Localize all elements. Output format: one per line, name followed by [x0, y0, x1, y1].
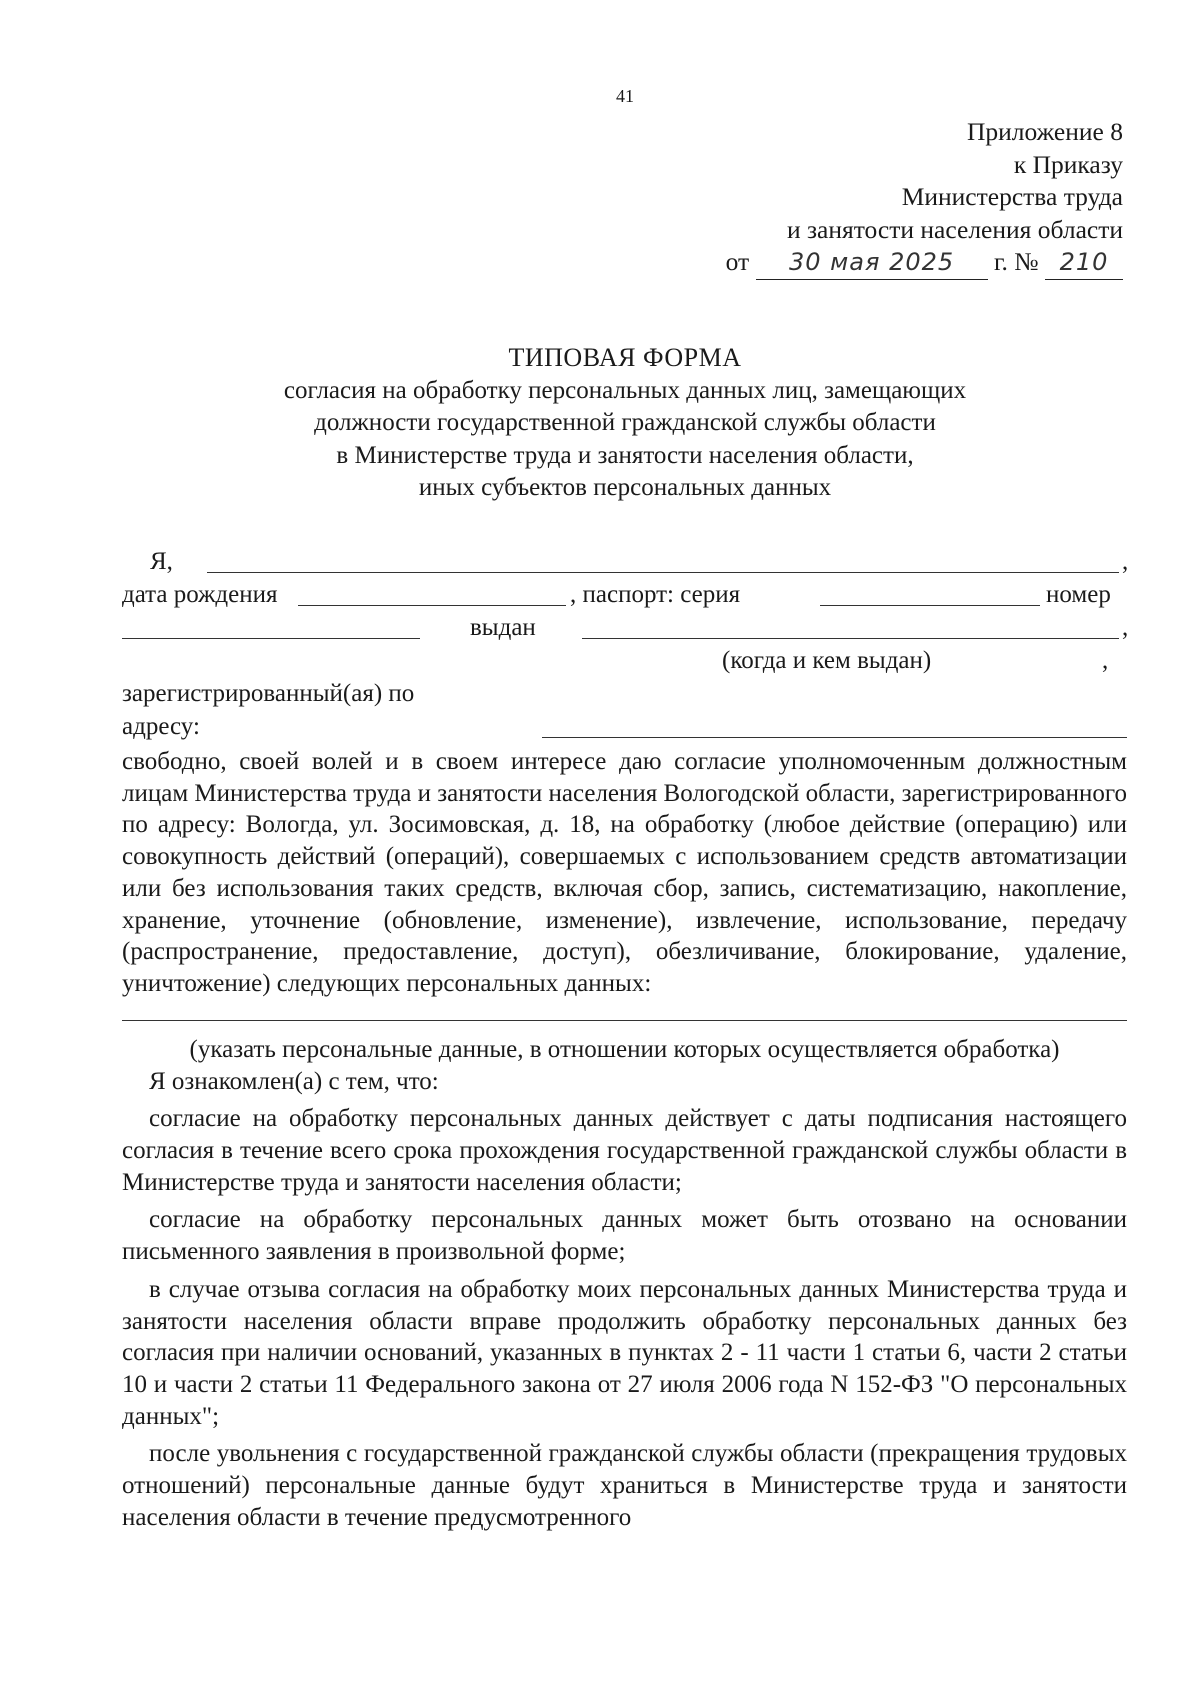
registered-label: зарегистрированный(ая) по — [122, 680, 415, 707]
issued-label: выдан — [470, 614, 536, 641]
passport-series-field-line[interactable] — [820, 605, 1040, 606]
consent-text — [122, 746, 1127, 1533]
paragraph-revoke-consequences: в случае отзыва согласия на обработку моих персональных данных Министерства труда и занятости населения области вправе продолжить обработку персональных данных без согласия при наличии оснований, указанных в пунктах 2 - 11 части 1 статьи 6, части 2 статьи 10 и части 2 статьи 11 Федерального закона от 27 июля 2006 года N 152-ФЗ "О персональных данных"; — [122, 1275, 1127, 1430]
passport-number-field-line[interactable] — [122, 638, 420, 639]
form-title — [0, 342, 1200, 505]
address-label: адресу: — [122, 713, 200, 740]
ya-label: Я, — [150, 548, 173, 575]
issued-comma: , — [1122, 614, 1129, 641]
personal-data-line-wrap — [122, 1000, 1127, 1034]
page-number: 41 — [616, 86, 634, 106]
familiar-statement: Я ознакомлен(а) с тем, что: — [149, 1067, 439, 1095]
name-row — [122, 546, 1127, 579]
title-heading: ТИПОВАЯ ФОРМА — [508, 343, 742, 372]
passport-series-label: , паспорт: серия — [570, 581, 741, 608]
personal-fields — [122, 546, 1127, 744]
personal-data-field-line[interactable] — [122, 1020, 1127, 1021]
title-subline-3: в Министерстве труда и занятости населения области, — [336, 441, 914, 469]
appendix-line-1: Приложение 8 — [967, 117, 1123, 146]
title-subline-4: иных субъектов персональных данных — [418, 474, 832, 501]
name-comma: , — [1122, 548, 1129, 575]
issued-by-field-line[interactable] — [582, 638, 1119, 639]
address-row — [122, 711, 1127, 744]
date-prefix: от — [725, 247, 750, 276]
paragraph-after-dismissal: после увольнения с государственной гражданской службы области (прекращения трудовых отношений) персональные данные будут храниться в Министерстве труда и занятости населения области в течение предусмотренного — [122, 1440, 1127, 1531]
number-prefix: г. № — [993, 247, 1039, 276]
handwritten-number: 210 — [1045, 246, 1123, 280]
birth-passport-row — [122, 579, 1127, 612]
personal-data-hint: (указать персональные данные, в отношении которых осуществляется обработка) — [189, 1035, 1060, 1063]
issued-hint: (когда и кем выдан) — [722, 647, 932, 674]
consent-paragraph: свободно, своей волей и в своем интересе даю согласие уполномоченным должностным лицам Министерства труда и занятости населения Вологодской области, зарегистрированного по адресу: Вологда, ул. Зосимовская, д. 18, на обработку (любое действие (операцию) или совокупность действий (операций), совершаемых с использованием средств автоматизации или без использования таких средств, включая сбор, запись, систематизацию, накопление, хранение, уточнение (обновление, изменение), извлечение, использование, передачу (распространение, предоставление, доступ), обезличивание, блокирование, удаление, уничтожение) следующих персональных данных: — [122, 748, 1128, 997]
issued-hint-row — [122, 645, 1127, 678]
order-date-line — [726, 246, 1123, 280]
paragraph-consent-revoke: согласие на обработку персональных данных может быть отозвано на основании письменного заявления в произвольной форме; — [122, 1206, 1127, 1266]
passport-number-label: номер — [1046, 581, 1111, 608]
birth-date-label: дата рождения — [122, 581, 278, 608]
name-field-line[interactable] — [207, 572, 1119, 573]
paragraph-consent-term: согласие на обработку персональных данных действует с даты подписания настоящего согласия в течение всего срока прохождения государственной гражданской службы области в Министерстве труда и занятости населения области; — [122, 1105, 1127, 1196]
handwritten-date: 30 мая 2025 — [756, 246, 988, 280]
birth-date-field-line[interactable] — [298, 605, 566, 606]
issued-row — [122, 612, 1127, 645]
appendix-line-3: Министерства труда — [901, 182, 1123, 211]
appendix-line-4: и занятости населения области — [786, 214, 1123, 244]
appendix-header — [726, 116, 1123, 280]
registered-row — [122, 678, 1127, 711]
title-subline-2: должности государственной гражданской службы области — [314, 409, 936, 436]
issued-hint-comma: , — [1102, 647, 1109, 674]
address-field-line[interactable] — [542, 737, 1127, 738]
appendix-line-2: к Приказу — [1013, 149, 1123, 179]
title-subline-1: согласия на обработку персональных данных лиц, замещающих — [283, 376, 967, 404]
